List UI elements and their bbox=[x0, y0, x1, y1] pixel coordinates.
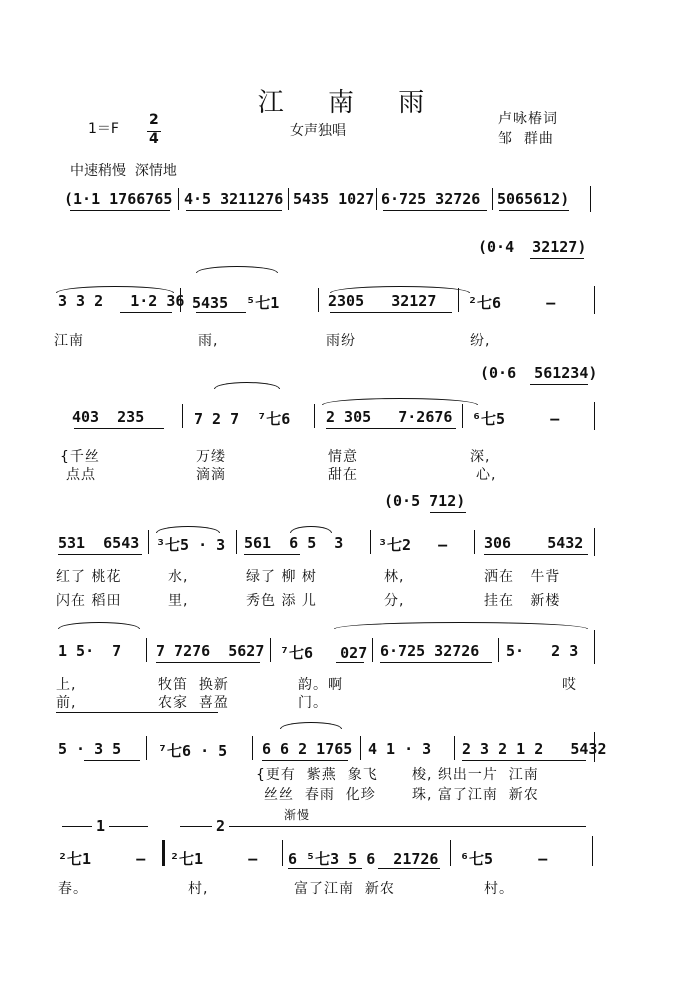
lyric: 林, bbox=[384, 569, 405, 585]
beam-underline bbox=[186, 210, 282, 211]
key-signature: 1＝F bbox=[88, 121, 119, 137]
lyric: 江南 bbox=[54, 333, 84, 349]
beam-underline bbox=[378, 868, 440, 869]
lyric: 农家 喜盈 bbox=[158, 695, 229, 711]
intro-measure-5: 5065612) bbox=[497, 190, 570, 208]
measure-notes: 531 6543 bbox=[58, 534, 140, 552]
barline bbox=[594, 286, 595, 314]
beam-underline bbox=[484, 554, 588, 555]
slur bbox=[334, 622, 588, 629]
beam-underline bbox=[58, 554, 142, 555]
measure-notes: 1 5· 7 bbox=[58, 642, 122, 660]
beam-underline bbox=[530, 384, 588, 385]
measure-notes: 561 6 5 3 bbox=[244, 534, 344, 552]
interlude-phrase: (0·5 712) bbox=[384, 492, 466, 510]
barline bbox=[594, 732, 595, 762]
slur bbox=[290, 526, 332, 533]
barline bbox=[370, 530, 371, 554]
barline bbox=[594, 630, 595, 664]
measure-notes: ⁶七5 — bbox=[472, 410, 560, 428]
measure-notes: 5· 2 3 bbox=[506, 642, 579, 660]
lyric: 绿了 柳 树 bbox=[246, 569, 317, 585]
measure-notes: ³七5 · 3 bbox=[156, 536, 226, 554]
barline bbox=[492, 188, 493, 210]
lyric: 村。 bbox=[484, 881, 514, 897]
barline bbox=[180, 288, 181, 312]
measure-notes: ²七6 — bbox=[468, 294, 556, 312]
tempo-mark-ritardando: 渐慢 bbox=[284, 808, 311, 822]
beam-underline bbox=[530, 258, 584, 259]
time-signature-top: 2 bbox=[149, 112, 159, 128]
lyric: 韵。啊 bbox=[298, 677, 343, 693]
lyric: 前, bbox=[56, 695, 77, 711]
barline bbox=[592, 836, 593, 866]
barline bbox=[148, 530, 149, 554]
lyric: 富了江南 新农 bbox=[294, 881, 395, 897]
measure-notes: ⁷七6 · 5 bbox=[158, 742, 228, 760]
slur bbox=[156, 526, 220, 533]
beam-underline bbox=[330, 312, 452, 313]
barline bbox=[360, 736, 361, 760]
beam-underline bbox=[288, 868, 362, 869]
barline bbox=[270, 638, 271, 662]
slur bbox=[58, 622, 140, 629]
measure-notes: 6·725 32726 bbox=[380, 642, 480, 660]
interlude-phrase: (0·4 32127) bbox=[478, 238, 587, 256]
measure-notes: ³七2 — bbox=[378, 536, 448, 554]
lyric: 甜在 bbox=[328, 467, 358, 483]
measure-notes: 4 1 · 3 bbox=[368, 740, 432, 758]
lyric: 分, bbox=[384, 593, 405, 609]
lyric: 水, bbox=[168, 569, 189, 585]
beam-underline bbox=[70, 210, 170, 211]
barline bbox=[474, 530, 475, 554]
barline bbox=[252, 736, 253, 760]
measure-notes: 3 3 2 1·2 36 bbox=[58, 292, 185, 310]
barline bbox=[458, 288, 459, 312]
beam-underline bbox=[156, 662, 260, 663]
barline bbox=[498, 638, 499, 662]
measure-notes: 7 2 7 ⁷七6 bbox=[194, 410, 291, 428]
barline bbox=[594, 402, 595, 430]
measure-notes: ²七1 — bbox=[170, 850, 258, 868]
beam-underline bbox=[430, 512, 466, 513]
barline bbox=[372, 638, 373, 662]
barline bbox=[146, 736, 147, 760]
lyric: 洒在 牛背 bbox=[484, 569, 561, 585]
beam-underline bbox=[499, 210, 569, 211]
lyric: 珠, 富了江南 新农 bbox=[412, 787, 539, 803]
beam-underline bbox=[74, 428, 164, 429]
beam-underline bbox=[462, 760, 586, 761]
lyric: 牧笛 换新 bbox=[158, 677, 229, 693]
barline bbox=[450, 840, 451, 866]
lyric: 雨, bbox=[198, 333, 219, 349]
measure-notes: ²七1 — bbox=[58, 850, 146, 868]
time-signature-bottom: 4 bbox=[149, 131, 159, 147]
beam-underline bbox=[326, 428, 456, 429]
measure-notes: 5 · 3 5 bbox=[58, 740, 122, 758]
lyric: 心, bbox=[476, 467, 497, 483]
lyric: {千丝 bbox=[60, 449, 100, 465]
measure-notes: 403 235 bbox=[72, 408, 145, 426]
lyric: {更有 紫燕 象飞 bbox=[256, 767, 378, 783]
barline bbox=[594, 528, 595, 556]
lyric: 梭, 织出一片 江南 bbox=[412, 767, 539, 783]
lyric: 滴滴 bbox=[196, 467, 226, 483]
beam-underline bbox=[244, 554, 300, 555]
phrase-line bbox=[56, 712, 218, 713]
measure-notes: 2 3 2 1 2 5432 bbox=[462, 740, 607, 758]
intro-measure-3: 5435 1027 bbox=[293, 190, 375, 208]
lyric: 雨纷 bbox=[326, 333, 356, 349]
tempo-marking: 中速稍慢 深情地 bbox=[70, 163, 177, 179]
barline bbox=[236, 530, 237, 554]
interlude-phrase: (0·6 561234) bbox=[480, 364, 598, 382]
beam-underline bbox=[84, 760, 140, 761]
barline bbox=[182, 404, 183, 428]
lyric: 点点 bbox=[66, 467, 96, 483]
beam-underline bbox=[120, 312, 172, 313]
measure-notes: 6 6 2 1765 bbox=[262, 740, 353, 758]
measure-notes: 5435 ⁵七1 bbox=[192, 294, 280, 312]
song-title: 江 南 雨 bbox=[257, 88, 443, 118]
lyric: 门。 bbox=[298, 695, 328, 711]
barline bbox=[462, 404, 463, 428]
barline bbox=[178, 188, 179, 210]
lyric: 红了 桃花 bbox=[56, 569, 122, 585]
measure-notes: 7 7276 5627 bbox=[156, 642, 265, 660]
slur bbox=[322, 398, 478, 405]
measure-notes: 6 ⁵七3 5 6 21726 bbox=[288, 850, 439, 868]
volta-bracket-2 bbox=[180, 826, 586, 827]
slur bbox=[214, 382, 280, 389]
repeat-barline bbox=[162, 840, 165, 866]
barline bbox=[314, 404, 315, 428]
barline bbox=[282, 840, 283, 866]
lyric: 深, bbox=[470, 449, 491, 465]
volta-number: 2 bbox=[212, 817, 229, 835]
beam-underline bbox=[336, 662, 364, 663]
lyric: 上, bbox=[56, 677, 77, 693]
beam-underline bbox=[383, 210, 487, 211]
lyric: 春。 bbox=[58, 881, 88, 897]
barline bbox=[288, 188, 289, 210]
lyric: 村, bbox=[188, 881, 209, 897]
lyric: 里, bbox=[168, 593, 189, 609]
intro-measure-4: 6·725 32726 bbox=[381, 190, 481, 208]
lyric: 秀色 添 儿 bbox=[246, 593, 317, 609]
lyric: 哎 bbox=[562, 677, 577, 693]
barline bbox=[590, 186, 591, 212]
measure-notes: ⁶七5 — bbox=[460, 850, 548, 868]
lyricist-credit: 卢咏椿词 bbox=[498, 111, 558, 127]
beam-underline bbox=[262, 760, 348, 761]
barline bbox=[454, 736, 455, 760]
measure-notes: 2305 32127 bbox=[328, 292, 437, 310]
slur bbox=[196, 266, 278, 273]
measure-notes: 306 5432 bbox=[484, 534, 584, 552]
lyric: 丝丝 春雨 化珍 bbox=[264, 787, 376, 803]
lyric: 情意 bbox=[328, 449, 358, 465]
barline bbox=[146, 638, 147, 662]
lyric: 纷, bbox=[470, 333, 491, 349]
beam-underline bbox=[196, 312, 246, 313]
measure-notes: 2 305 7·2676 bbox=[326, 408, 453, 426]
measure-notes: ⁷七6 027 bbox=[280, 644, 368, 662]
lyric: 挂在 新楼 bbox=[484, 593, 561, 609]
intro-measure-1: (1·1 1766765 bbox=[64, 190, 173, 208]
slur bbox=[280, 722, 342, 729]
volta-number: 1 bbox=[92, 817, 109, 835]
lyric: 万缕 bbox=[196, 449, 226, 465]
performance-type: 女声独唱 bbox=[290, 123, 346, 139]
intro-measure-2: 4·5 3211276 bbox=[184, 190, 284, 208]
barline bbox=[376, 188, 377, 210]
beam-underline bbox=[380, 662, 492, 663]
composer-credit: 邹 群曲 bbox=[498, 131, 554, 147]
barline bbox=[318, 288, 319, 312]
lyric: 闪在 稻田 bbox=[56, 593, 122, 609]
